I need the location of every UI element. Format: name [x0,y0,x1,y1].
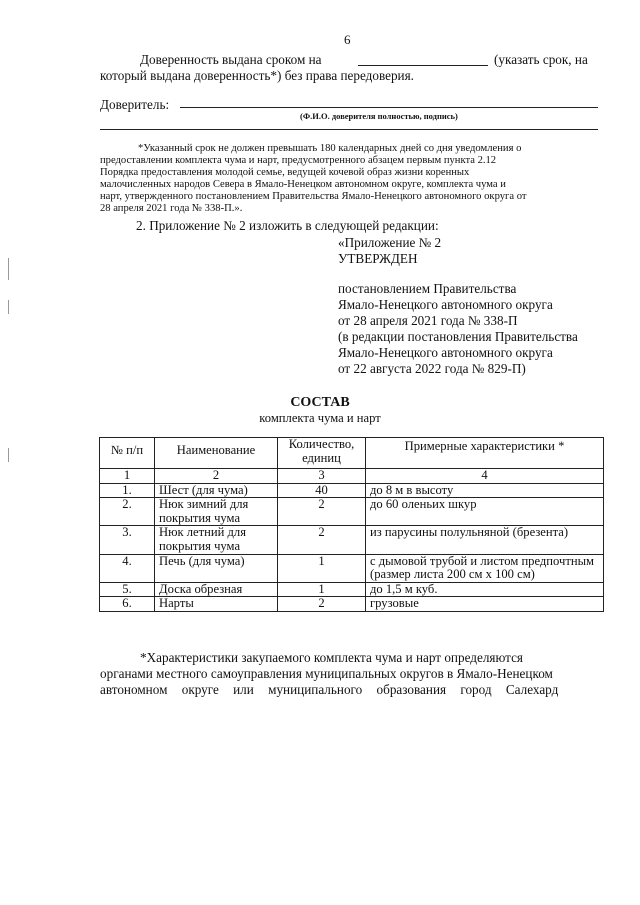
composition-title: СОСТАВ [290,395,350,410]
footnote-line: *Указанный срок не должен превышать 180 календарных дней со дня уведомления о [138,143,522,154]
approval-line: от 22 августа 2022 года № 829-П) [338,361,526,376]
row-qty: 1 [278,554,366,582]
approval-line: Ямало-Ненецкого автономного округа [338,345,553,360]
table-row [100,526,604,554]
appendix-label: «Приложение № 2 [338,235,442,250]
bottom-note-line: *Характеристики закупаемого комплекта чума и нарт определяются [140,650,523,665]
principal-caption: (Ф.И.О. доверителя полностью, подпись) [300,111,458,121]
table-row [100,554,604,582]
intro-text-end: (указать срок, на [494,52,588,67]
item-2-text: 2. Приложение № 2 изложить в следующей редакции: [136,218,439,233]
term-blank-line [358,65,488,66]
principal-label: Доверитель: [100,97,170,112]
col-number: 1 [100,469,155,484]
row-qty: 40 [278,483,366,498]
intro-text-line2: который выдана доверенность*) без права передоверия. [100,68,414,83]
scan-margin-mark [8,300,9,314]
footnote-line: Порядка предоставления молодой семье, ведущей кочевой образ жизни коренных [100,167,470,178]
row-chars: до 8 м в высоту [366,483,604,498]
principal-signature-line [180,107,598,108]
row-num: 1. [100,483,155,498]
approved-label: УТВЕРЖДЕН [338,251,418,266]
row-num: 3. [100,526,155,554]
header-name: Наименование [155,438,278,469]
footnote-line: нарт, утвержденного постановлением Правительства Ямало-Ненецкого автономного округа от [100,191,527,202]
bottom-note-line: автономном округе или муниципального образования город Салехард [100,682,559,697]
scan-margin-mark [8,448,9,462]
row-chars: до 1,5 м куб. [366,582,604,597]
row-qty: 1 [278,582,366,597]
row-name: Нарты [155,597,278,612]
row-chars: грузовые [366,597,604,612]
row-name: Шест (для чума) [155,483,278,498]
header-chars: Примерные характеристики * [366,438,604,469]
col-number: 3 [278,469,366,484]
row-qty: 2 [278,597,366,612]
table-header-row [100,438,604,469]
table-row [100,597,604,612]
table-row [100,582,604,597]
row-name: Нюк летний для покрытия чума [155,526,278,554]
approval-line: от 28 апреля 2021 года № 338-П [338,313,518,328]
scan-margin-mark [8,258,9,280]
row-num: 4. [100,554,155,582]
table-row [100,498,604,526]
row-chars: из парусины полульняной (брезента) [366,526,604,554]
col-number: 2 [155,469,278,484]
header-qty: Количество, единиц [278,438,366,469]
row-chars: до 60 оленьих шкур [366,498,604,526]
bottom-note-line: органами местного самоуправления муниципальных округов в Ямало-Ненецком [100,666,553,681]
composition-table [99,437,604,612]
row-num: 2. [100,498,155,526]
col-number: 4 [366,469,604,484]
footnote-line: малочисленных народов Севера в Ямало-Ненецком автономном округе, комплекта чума и [100,179,506,190]
row-name: Доска обрезная [155,582,278,597]
intro-text-start: Доверенность выдана сроком на [140,52,322,67]
divider-line [100,129,598,130]
row-chars: с дымовой трубой и листом предпочтным (размер листа 200 см х 100 см) [366,554,604,582]
approval-line: Ямало-Ненецкого автономного округа [338,297,553,312]
row-num: 6. [100,597,155,612]
page-number: 6 [344,32,351,47]
header-num: № п/п [100,438,155,469]
footnote-line: предоставлении комплекта чума и нарт, предусмотренного абзацем первым пункта 2.12 [100,155,497,166]
row-num: 5. [100,582,155,597]
composition-subtitle: комплекта чума и нарт [259,411,381,425]
row-name: Нюк зимний для покрытия чума [155,498,278,526]
row-name: Печь (для чума) [155,554,278,582]
column-number-row [100,469,604,484]
approval-line: (в редакции постановления Правительства [338,329,578,344]
table-row [100,483,604,498]
footnote-line: 28 апреля 2021 года № 338-П.». [100,203,243,214]
row-qty: 2 [278,526,366,554]
approval-line: постановлением Правительства [338,281,517,296]
row-qty: 2 [278,498,366,526]
